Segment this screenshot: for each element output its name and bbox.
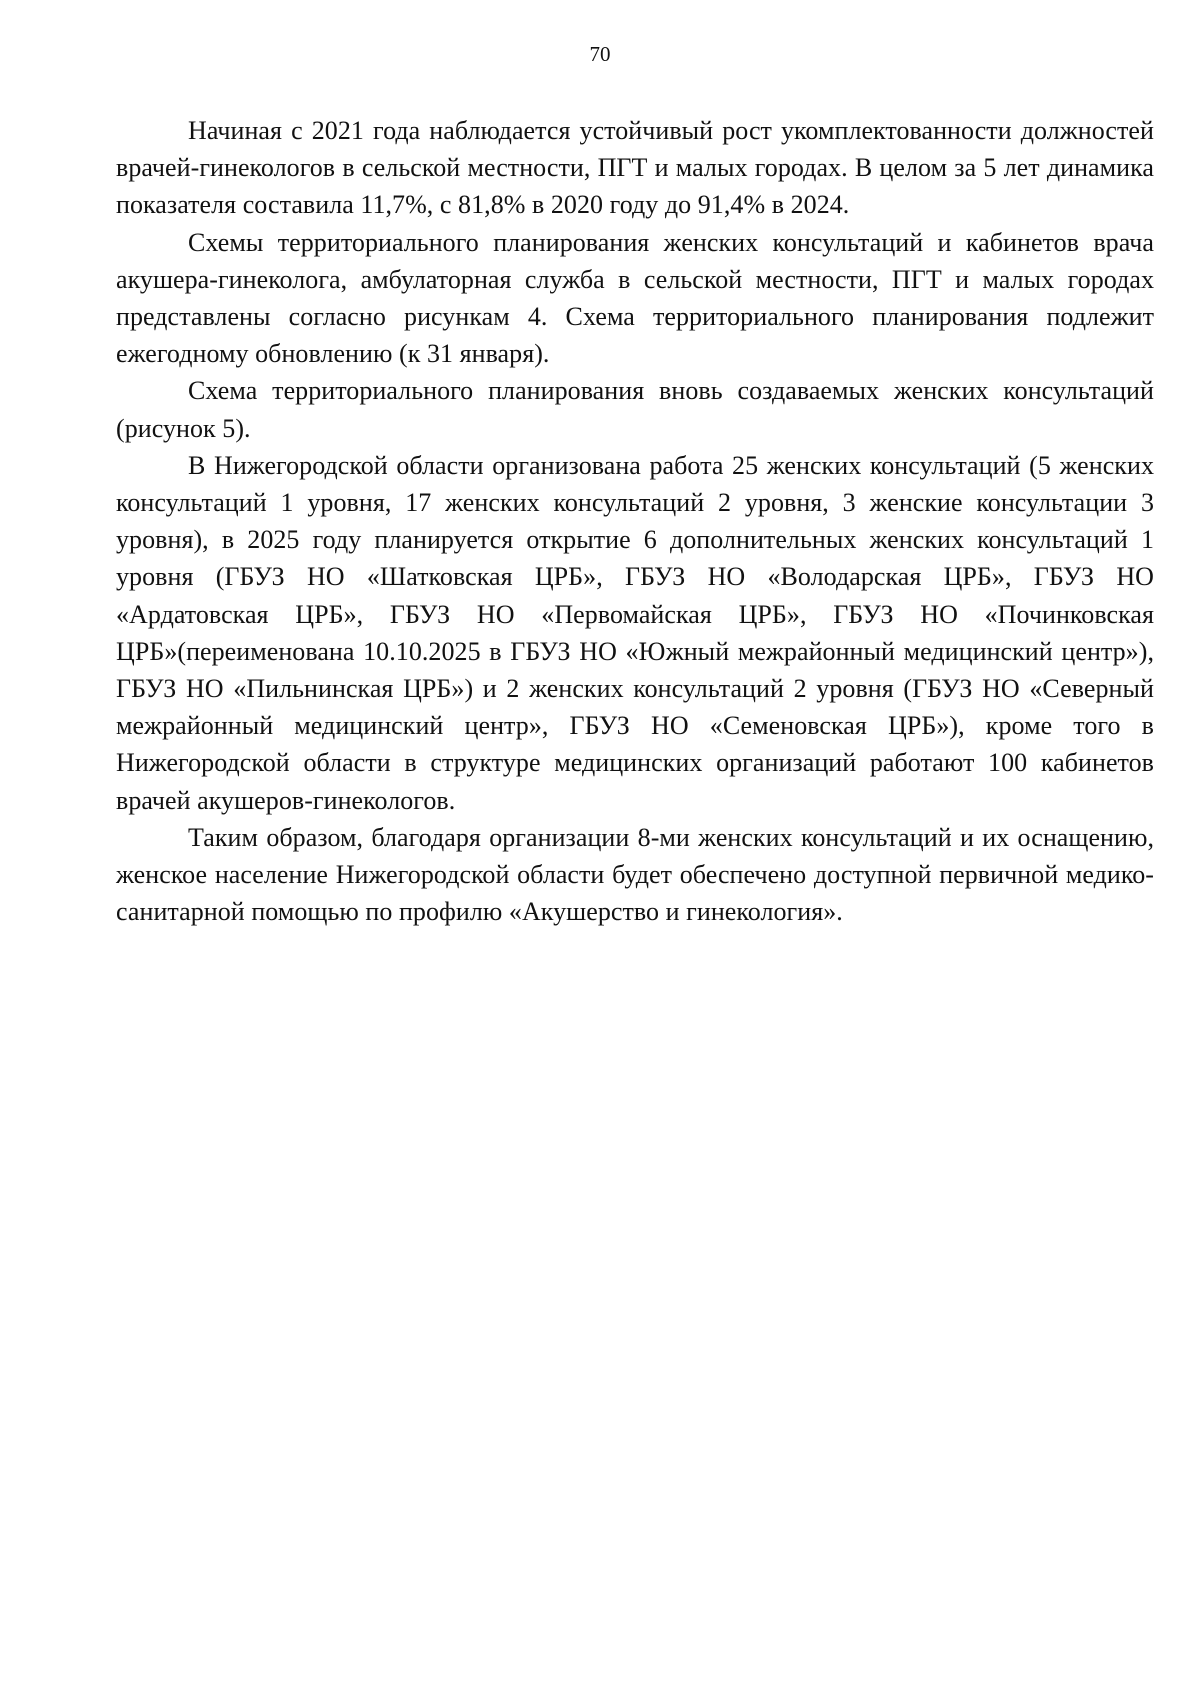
paragraph-staffing-growth: Начиная с 2021 года наблюдается устойчивый рост укомплектованности должностей врачей-гинекологов в сельской местности, ПГТ и малых городах. В целом за 5 лет динамика показателя составила 11,7%, с 81,8% в 2020 году до 91,4% в 2024. xyxy=(116,116,1154,220)
document-body xyxy=(116,112,1154,930)
paragraph-regional-consultations: В Нижегородской области организована работа 25 женских консультаций (5 женских консультаций 1 уровня, 17 женских консультаций 2 уровня, 3 женские консультации 3 уровня), в 2025 году планируется открытие 6 дополнительных женских консультаций 1 уровня (ГБУЗ НО «Шатковская ЦРБ», ГБУЗ НО «Володарская ЦРБ», ГБУЗ НО «Ардатовская ЦРБ», ГБУЗ НО «Первомайская ЦРБ», ГБУЗ НО «Починковская ЦРБ»(переименована 10.10.2025 в ГБУЗ НО «Южный межрайонный медицинский центр»), ГБУЗ НО «Пильнинская ЦРБ») и 2 женских консультаций 2 уровня (ГБУЗ НО «Северный межрайонный медицинский центр», ГБУЗ НО «Семеновская ЦРБ»), кроме того в Нижегородской области в структуре медицинских организаций работают 100 кабинетов врачей акушеров-гинекологов. xyxy=(116,450,1154,815)
page-number: 70 xyxy=(589,42,611,66)
paragraph-new-consultations-scheme: Схема территориального планирования вновь создаваемых женских консультаций (рисунок 5). xyxy=(116,376,1154,443)
paragraph-conclusion: Таким образом, благодаря организации 8-ми женских консультаций и их оснащению, женское население Нижегородской области будет обеспечено доступной первичной медико-санитарной помощью по профилю «Акушерство и гинекология». xyxy=(116,822,1154,927)
paragraph-territorial-planning-schemes: Схемы территориального планирования женских консультаций и кабинетов врача акушера-гинеколога, амбулаторная служба в сельской местности, ПГТ и малых городах представлены согласно рисункам 4. Схема территориального планирования подлежит ежегодному обновлению (к 31 января). xyxy=(116,227,1154,369)
